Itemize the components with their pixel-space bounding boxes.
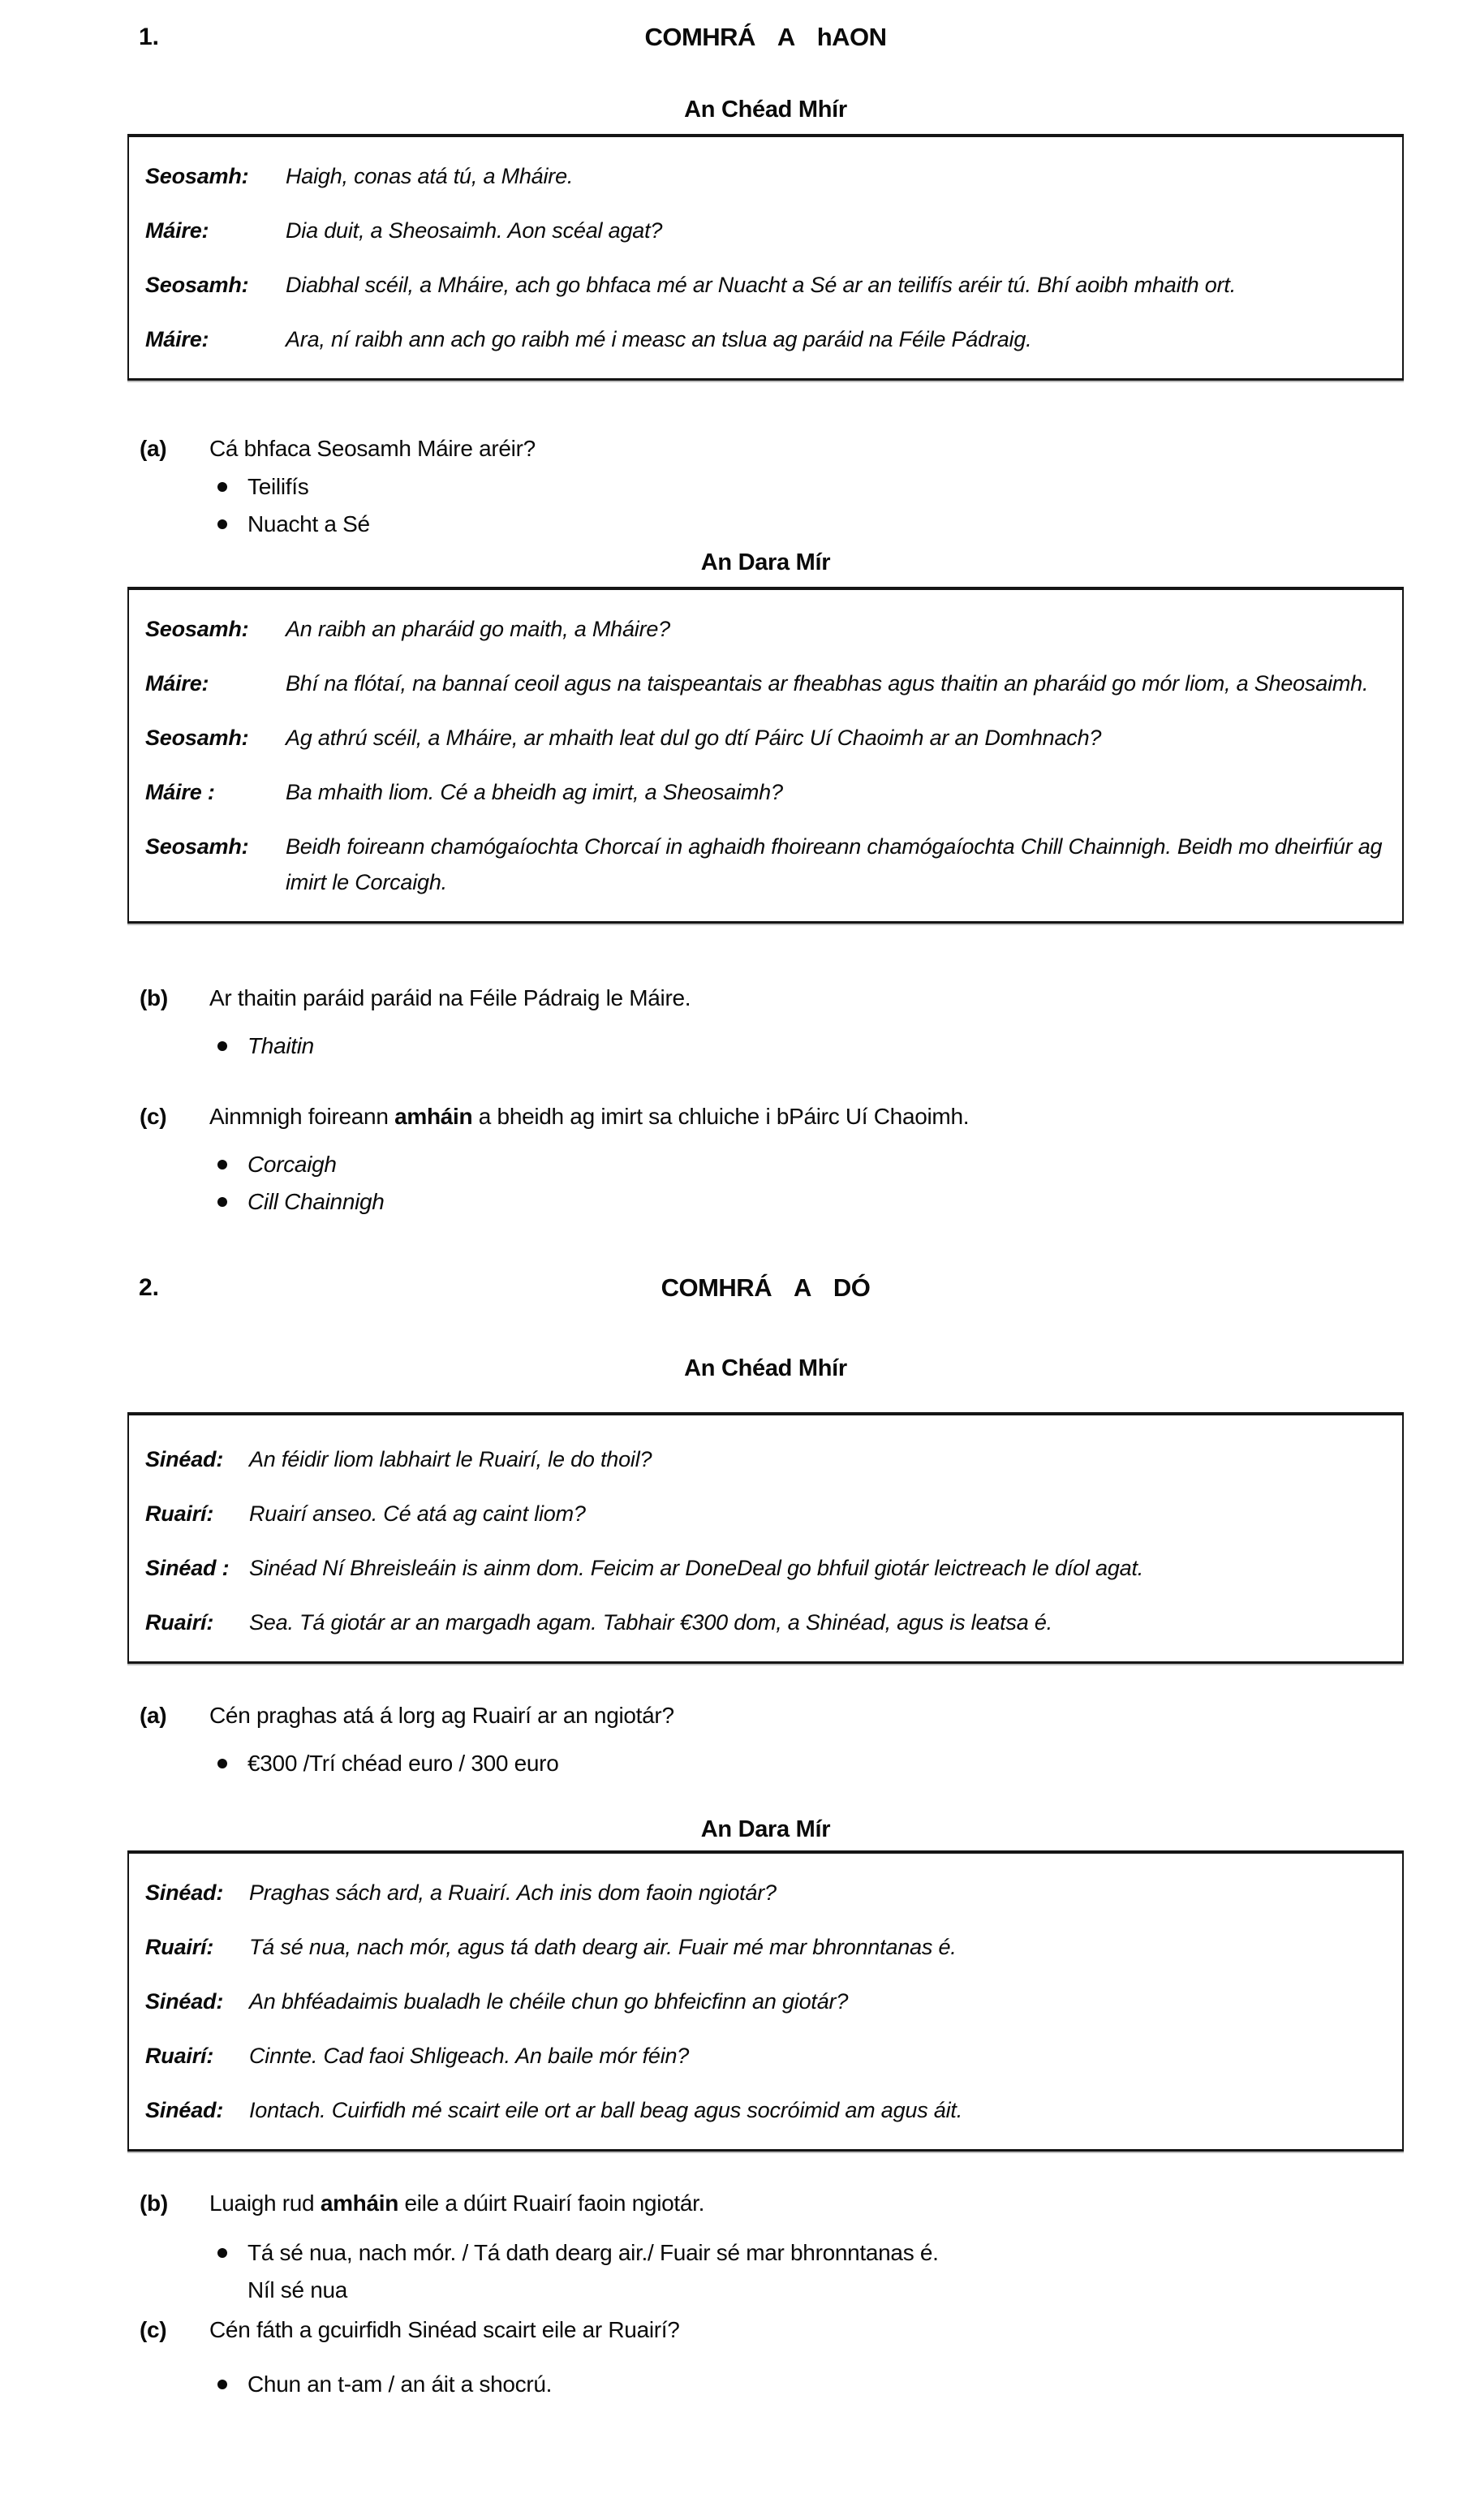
question-c: [127, 1099, 1404, 1135]
question-text: Cén praghas atá á lorg ag Ruairí ar an ngiotár?: [209, 1703, 674, 1728]
answer-text: Tá sé nua, nach mór. / Tá dath dearg air./ Fuair sé mar bhronntanas é.: [247, 2240, 939, 2265]
dialogue-box: [127, 1412, 1404, 1664]
question-bold-word: amháin: [394, 1104, 473, 1129]
speaker-name: Ruairí:: [145, 1935, 214, 1959]
dialogue-line: [145, 774, 1384, 810]
dialogue-line: [145, 321, 1384, 357]
speaker-name: Seosamh:: [145, 273, 249, 297]
dialogue-box: [127, 134, 1404, 381]
dialogue-text: Sinéad Ní Bhreisleáin is ainm dom. Feicim ar DoneDeal go bhfuil giotár leictreach le díol agat.: [249, 1556, 1144, 1580]
answer-item: [217, 1183, 1404, 1221]
dialogue-text: Tá sé nua, nach mór, agus tá dath dearg air. Fuair mé mar bhronntanas é.: [249, 1935, 957, 1959]
dialogue-text: An raibh an pharáid go maith, a Mháire?: [286, 617, 670, 641]
question-text: Ar thaitin paráid paráid na Féile Pádraig le Máire.: [209, 985, 691, 1010]
answer-text: Thaitin: [247, 1033, 314, 1058]
answer-list: [127, 1146, 1404, 1221]
dialogue-text: Cinnte. Cad faoi Shligeach. An baile mór féin?: [249, 2044, 690, 2068]
answer-item: [217, 1027, 1404, 1065]
answer-item: [217, 506, 1404, 543]
speaker-name: Sinéad:: [145, 1447, 224, 1471]
section-1-heading-row: [127, 19, 1404, 61]
question-b: [127, 2186, 1404, 2221]
dialogue-box: [127, 1850, 1404, 2152]
dialogue-text: Bhí na flótaí, na bannaí ceoil agus na taispeantais ar fheabhas agus thaitin an pharáid go mór liom, a Sheosaimh.: [286, 671, 1369, 696]
question-label: (a): [140, 436, 167, 461]
answer-item: [217, 2234, 1404, 2309]
dialogue-line: [145, 1984, 1384, 2019]
dialogue-text: Dia duit, a Sheosaimh. Aon scéal agat?: [286, 218, 663, 243]
question-label: (c): [140, 2317, 167, 2342]
dialogue-line: [145, 158, 1384, 194]
dialogue-line: [145, 2038, 1384, 2074]
speaker-name: Seosamh:: [145, 834, 249, 859]
dialogue-text: An féidir liom labhairt le Ruairí, le do thoil?: [249, 1447, 652, 1471]
dialogue-line: [145, 829, 1384, 900]
speaker-name: Ruairí:: [145, 1501, 214, 1526]
part-heading-second: An Dara Mír: [700, 549, 831, 575]
dialogue-line: [145, 2092, 1384, 2128]
question-text: Cén fáth a gcuirfidh Sinéad scairt eile ar Ruairí?: [209, 2317, 680, 2342]
dialogue-line: [145, 720, 1384, 756]
question-label: (a): [140, 1703, 167, 1728]
speaker-name: Máire:: [145, 671, 209, 696]
dialogue-line: [145, 1496, 1384, 1531]
answer-text: Teilifís: [247, 474, 309, 499]
section-2-heading-row: [127, 1269, 1404, 1312]
section-title: COMHRÁ A hAON: [644, 23, 887, 51]
speaker-name: Máire:: [145, 218, 209, 243]
question-label: (b): [140, 985, 168, 1010]
dialogue-text: Diabhal scéil, a Mháire, ach go bhfaca mé ar Nuacht a Sé ar an teilifís aréir tú. Bhí aoibh mhaith ort.: [286, 273, 1237, 297]
answer-extra-line: Níl sé nua: [247, 2277, 348, 2302]
speaker-name: Seosamh:: [145, 164, 249, 188]
question-text: Cá bhfaca Seosamh Máire aréir?: [209, 436, 536, 461]
answer-item: [217, 2366, 1404, 2403]
speaker-name: Sinéad:: [145, 2098, 224, 2122]
answer-text: Cill Chainnigh: [247, 1189, 385, 1214]
speaker-name: Seosamh:: [145, 726, 249, 750]
speaker-name: Ruairí:: [145, 2044, 214, 2068]
answer-item: [217, 1146, 1404, 1183]
question-a: [127, 1698, 1404, 1734]
answer-list: [127, 2366, 1404, 2403]
answer-list: [127, 468, 1404, 543]
answer-item: [217, 468, 1404, 506]
dialogue-line: [145, 666, 1384, 701]
speaker-name: Máire :: [145, 780, 215, 804]
dialogue-line: [145, 1441, 1384, 1477]
dialogue-text: Sea. Tá giotár ar an margadh agam. Tabhair €300 dom, a Shinéad, agus is leatsa é.: [249, 1610, 1052, 1635]
dialogue-text: An bhféadaimis bualadh le chéile chun go bhfeicfinn an giotár?: [249, 1989, 849, 2014]
dialogue-text: Iontach. Cuirfidh mé scairt eile ort ar ball beag agus socróimid am agus áit.: [249, 2098, 963, 2122]
dialogue-line: [145, 1875, 1384, 1910]
answer-text: €300 /Trí chéad euro / 300 euro: [247, 1751, 559, 1776]
section-number: 2.: [139, 1274, 160, 1301]
answer-list: [127, 1745, 1404, 1782]
answer-text: Nuacht a Sé: [247, 511, 370, 536]
question-b: [127, 980, 1404, 1016]
dialogue-line: [145, 611, 1384, 647]
dialogue-line: [145, 213, 1384, 248]
question-a: [127, 431, 1404, 467]
dialogue-text: Haigh, conas atá tú, a Mháire.: [286, 164, 574, 188]
dialogue-line: [145, 1550, 1384, 1586]
section-title: COMHRÁ A DÓ: [661, 1273, 871, 1302]
dialogue-text: Praghas sách ard, a Ruairí. Ach inis dom faoin ngiotár?: [249, 1880, 777, 1905]
dialogue-line: [145, 1605, 1384, 1640]
speaker-name: Seosamh:: [145, 617, 249, 641]
dialogue-text: Ara, ní raibh ann ach go raibh mé i measc an tslua ag paráid na Féile Pádraig.: [286, 327, 1032, 351]
question-text: Ainmnigh foireann amháin a bheidh ag imirt sa chluiche i bPáirc Uí Chaoimh.: [209, 1104, 970, 1129]
speaker-name: Sinéad :: [145, 1556, 230, 1580]
dialogue-text: Ba mhaith liom. Cé a bheidh ag imirt, a Sheosaimh?: [286, 780, 783, 804]
dialogue-text: Ruairí anseo. Cé atá ag caint liom?: [249, 1501, 586, 1526]
part-heading-first: An Chéad Mhír: [684, 1355, 847, 1381]
answer-list: [127, 2234, 1404, 2309]
part-heading-second: An Dara Mír: [700, 1816, 831, 1842]
speaker-name: Sinéad:: [145, 1989, 224, 2014]
question-c: [127, 2312, 1404, 2348]
answer-list: [127, 1027, 1404, 1065]
dialogue-text: Beidh foireann chamógaíochta Chorcaí in aghaidh fhoireann chamógaíochta Chill Chainnigh. Beidh mo dheirfiúr ag imirt le Corcaigh.: [286, 834, 1383, 894]
speaker-name: Sinéad:: [145, 1880, 224, 1905]
answer-item: [217, 1745, 1404, 1782]
question-label: (b): [140, 2190, 168, 2216]
answer-text: Corcaigh: [247, 1152, 337, 1177]
part-heading-first: An Chéad Mhír: [684, 97, 847, 123]
dialogue-text: Ag athrú scéil, a Mháire, ar mhaith leat dul go dtí Páirc Uí Chaoimh ar an Domhnach?: [286, 726, 1102, 750]
speaker-name: Máire:: [145, 327, 209, 351]
question-bold-word: amháin: [320, 2190, 399, 2216]
dialogue-line: [145, 267, 1384, 303]
section-number: 1.: [139, 24, 160, 50]
dialogue-line: [145, 1929, 1384, 1965]
question-text: Luaigh rud amháin eile a dúirt Ruairí faoin ngiotár.: [209, 2190, 705, 2216]
dialogue-box: [127, 587, 1404, 924]
question-label: (c): [140, 1104, 167, 1129]
answer-text: Chun an t-am / an áit a shocrú.: [247, 2371, 553, 2397]
speaker-name: Ruairí:: [145, 1610, 214, 1635]
